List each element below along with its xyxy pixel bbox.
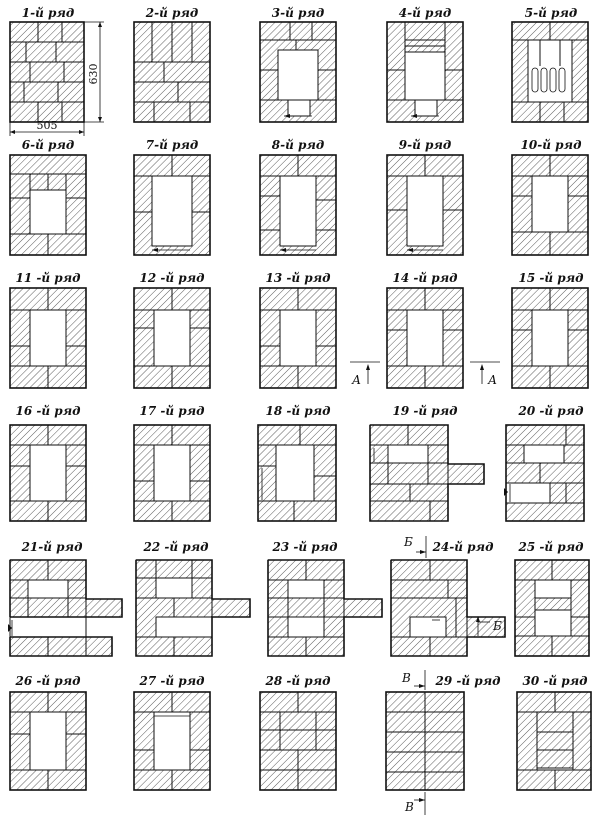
- row-label-17: 17 -й ряд: [139, 404, 205, 418]
- row-label-3: 3-й ряд: [271, 6, 325, 20]
- section-b-right-label: Б: [493, 619, 502, 633]
- course-3: [260, 22, 336, 122]
- row-label-19: 19 -й ряд: [392, 404, 458, 418]
- row-label-2: 2-й ряд: [145, 6, 199, 20]
- course-20: [504, 425, 584, 521]
- row-label-21: 21-й ряд: [21, 540, 83, 554]
- row-label-7: 7-й ряд: [145, 138, 199, 152]
- course-15: [512, 288, 588, 388]
- course-14: [387, 288, 463, 388]
- width-dimension: 505: [36, 119, 58, 132]
- course-17: [134, 425, 210, 521]
- course-23: [268, 560, 382, 656]
- row-label-11: 11 -й ряд: [15, 271, 81, 285]
- course-29: [386, 692, 464, 790]
- course-8: [260, 155, 336, 255]
- course-5: [512, 22, 588, 122]
- row-label-13: 13 -й ряд: [265, 271, 331, 285]
- row-label-26: 26 -й ряд: [15, 674, 81, 688]
- row-label-29: 29 -й ряд: [435, 674, 501, 688]
- course-7: [134, 155, 210, 255]
- course-30: [517, 692, 591, 790]
- row-label-25: 25 -й ряд: [518, 540, 584, 554]
- row-label-5: 5-й ряд: [524, 6, 578, 20]
- course-13: [260, 288, 336, 388]
- row-label-28: 28 -й ряд: [265, 674, 331, 688]
- course-4: [387, 22, 463, 122]
- section-v-bottom-label: В: [405, 800, 414, 814]
- course-12: [134, 288, 210, 388]
- course-6: [10, 155, 86, 255]
- course-28: [260, 692, 336, 790]
- course-22: [136, 560, 250, 656]
- row-label-4: 4-й ряд: [398, 6, 452, 20]
- row-label-20: 20 -й ряд: [518, 404, 584, 418]
- course-1: [10, 22, 84, 122]
- row-label-12: 12 -й ряд: [139, 271, 205, 285]
- row-label-24: 24-й ряд: [432, 540, 494, 554]
- row-label-23: 23 -й ряд: [272, 540, 338, 554]
- row-label-6: 6-й ряд: [21, 138, 75, 152]
- section-v-top-label: В: [402, 671, 411, 685]
- row-label-16: 16 -й ряд: [15, 404, 81, 418]
- row-label-22: 22 -й ряд: [143, 540, 209, 554]
- row-label-15: 15 -й ряд: [518, 271, 584, 285]
- course-26: [10, 692, 86, 790]
- row-label-1: 1-й ряд: [21, 6, 75, 20]
- course-24: [391, 560, 505, 656]
- section-a-right-label: А: [488, 373, 498, 387]
- course-18: [258, 425, 336, 521]
- row-label-14: 14 -й ряд: [392, 271, 458, 285]
- section-a-left-label: А: [352, 373, 362, 387]
- row-label-9: 9-й ряд: [398, 138, 452, 152]
- row-label-27: 27 -й ряд: [139, 674, 205, 688]
- course-2: [134, 22, 210, 122]
- section-b-top-label: Б: [404, 535, 413, 549]
- row-label-8: 8-й ряд: [271, 138, 325, 152]
- row-label-30: 30 -й ряд: [522, 674, 588, 688]
- course-27: [134, 692, 210, 790]
- course-9: [387, 155, 463, 255]
- course-10: [512, 155, 588, 255]
- course-21: [8, 560, 122, 656]
- row-label-18: 18 -й ряд: [265, 404, 331, 418]
- course-19: [370, 425, 484, 521]
- height-dimension: 630: [87, 63, 100, 85]
- course-16: [10, 425, 86, 521]
- course-25: [515, 560, 589, 656]
- course-11: [10, 288, 86, 388]
- row-label-10: 10-й ряд: [520, 138, 582, 152]
